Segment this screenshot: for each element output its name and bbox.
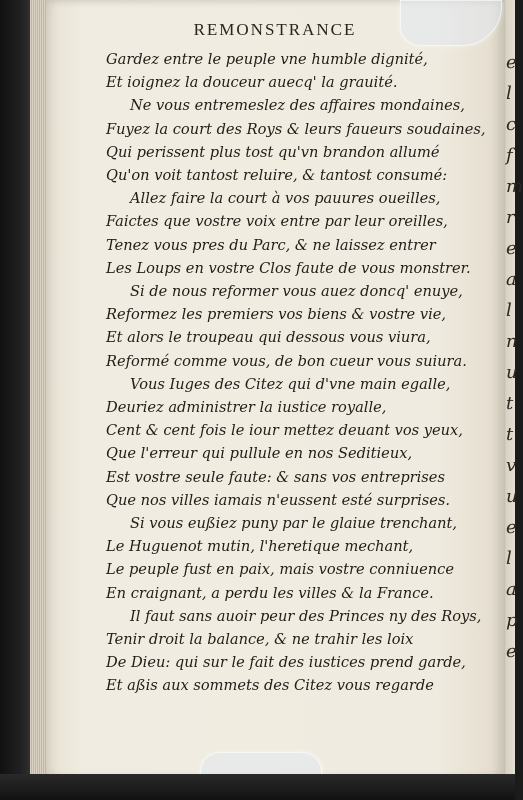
verse-line: Et aßis aux sommets des Citez vous regarde <box>106 677 434 695</box>
verse-line: En craignant, a perdu les villes & la France. <box>106 584 434 602</box>
facing-page-glyph: l <box>506 300 512 321</box>
facing-page-glyph: p <box>506 610 518 631</box>
verse-line: Il faut sans auoir peur des Princes ny des Roys, <box>130 607 482 625</box>
facing-page-glyph: a <box>506 269 517 290</box>
verse-line: Si de nous reformer vous auez doncq' enuye, <box>130 283 463 301</box>
verse-line: Qui perissent plus tost qu'vn brandon allumé <box>106 143 440 161</box>
facing-page-glyph: u <box>506 362 518 383</box>
verse-line: Reformé comme vous, de bon cueur vous suiura. <box>106 352 467 370</box>
verse-line: Vous Iuges des Citez qui d'vne main egalle, <box>130 375 451 393</box>
verse-line: Si vous eußiez puny par le glaiue trenchant, <box>130 515 458 533</box>
verse-line: De Dieu: qui sur le fait des iustices prend garde, <box>106 654 466 672</box>
verse-line: Deuriez administrer la iustice royalle, <box>106 399 387 417</box>
facing-page-glyph: t <box>506 424 514 445</box>
verse-line: Gardez entre le peuple vne humble dignité, <box>106 51 428 68</box>
verse-line: Qu'on voit tantost reluire, & tantost consumé: <box>106 167 448 185</box>
facing-page-glyph: e <box>506 52 517 73</box>
verse-line: Que l'erreur qui pullule en nos Seditieux, <box>106 445 413 463</box>
verse-line: Que nos villes iamais n'eussent esté surprises. <box>106 491 451 509</box>
verse-line: Cent & cent fois le iour mettez deuant vos yeux, <box>106 422 463 440</box>
verse-line: Reformez les premiers vos biens & vostre vie, <box>106 306 447 324</box>
verse-line: Ne vous entremeslez des affaires mondaines, <box>130 97 465 115</box>
facing-page-glyph: r <box>506 207 515 228</box>
verse-line: Et alors le troupeau qui dessous vous viura, <box>106 329 431 347</box>
verse-line: Faictes que vostre voix entre par leur oreilles, <box>106 213 448 231</box>
verse-line: Le Huguenot mutin, l'heretique mechant, <box>106 538 414 556</box>
facing-page-glyph: c <box>506 114 517 135</box>
verse-line: Est vostre seule faute: & sans vos entreprises <box>106 468 445 486</box>
facing-page-glyph: a <box>506 579 517 600</box>
facing-page-glyph: v <box>506 455 517 476</box>
facing-page-glyph: l <box>506 83 512 104</box>
facing-page-glyph: u <box>506 486 518 507</box>
facing-page-glyph: e <box>506 517 517 538</box>
book-cover-bottom <box>0 774 515 800</box>
facing-page-glyph: n <box>506 331 518 352</box>
verse-line: Les Loups en vostre Clos faute de vous monstrer. <box>106 259 471 277</box>
facing-page-glyph: l <box>506 548 512 569</box>
verse-line: Le peuple fust en paix, mais vostre conniuence <box>106 561 454 579</box>
verse-line: Fuyez la court des Roys & leurs faueurs soudaines, <box>106 120 486 138</box>
facing-page-glyph: t <box>506 393 514 414</box>
facing-page-glyph: m <box>506 176 523 197</box>
verse-text-block <box>106 48 506 698</box>
verse-line: Allez faire la court à vos pauures oueilles, <box>130 190 441 208</box>
facing-page-glyph: e <box>506 238 517 259</box>
running-head: REMONSTRANCE <box>193 20 357 39</box>
verse-line: Et ioignez la douceur auecq' la grauité. <box>106 74 398 92</box>
verse-line: Tenez vous pres du Parc, & ne laissez entrer <box>106 236 436 254</box>
facing-page-glyph: e <box>506 641 517 662</box>
verse-line: Tenir droit la balance, & ne trahir les loix <box>106 631 414 649</box>
facing-page-glyph: f <box>506 145 513 166</box>
